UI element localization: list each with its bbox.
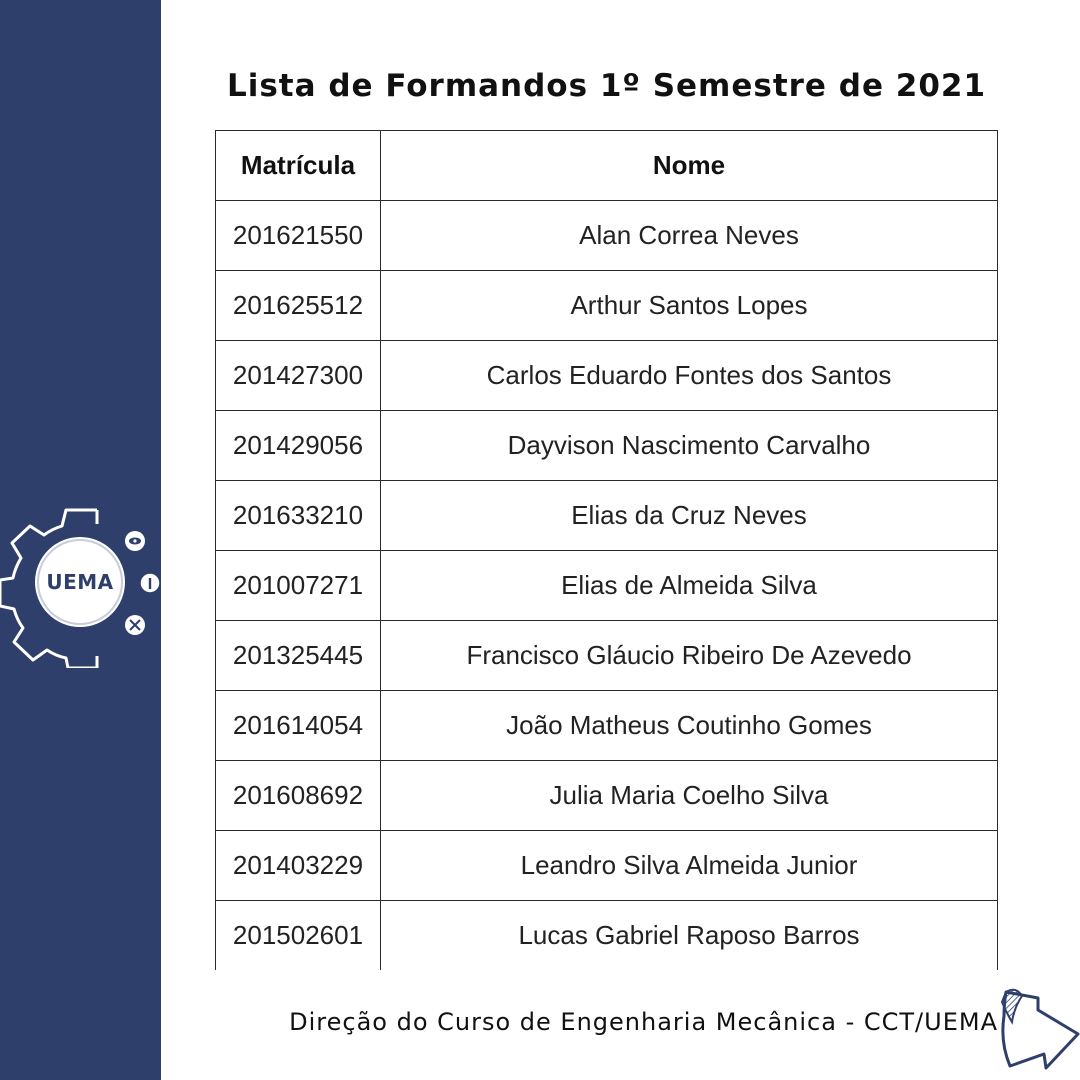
table-row: [216, 481, 998, 551]
graduates-table-container: [215, 130, 998, 970]
table-row: [216, 901, 998, 971]
table-row: [216, 201, 998, 271]
cell-nome: Julia Maria Coelho Silva: [381, 761, 998, 831]
cell-matricula: 201403229: [216, 831, 381, 901]
page-title: Lista de Formandos 1º Semestre de 2021: [226, 68, 987, 104]
eye-icon: [125, 531, 145, 551]
cell-nome: Leandro Silva Almeida Junior: [381, 831, 998, 901]
arrow-right-icon[interactable]: [998, 982, 1080, 1080]
cell-nome: Lucas Gabriel Raposo Barros: [381, 901, 998, 971]
cell-nome: Dayvison Nascimento Carvalho: [381, 411, 998, 481]
cell-nome: Elias da Cruz Neves: [381, 481, 998, 551]
table-row: [216, 271, 998, 341]
cell-nome: Carlos Eduardo Fontes dos Santos: [381, 341, 998, 411]
table-row: [216, 551, 998, 621]
cell-nome: Alan Correa Neves: [381, 201, 998, 271]
table-row: [216, 831, 998, 901]
table-row: [216, 341, 998, 411]
table-row: [216, 621, 998, 691]
table-row: [216, 411, 998, 481]
tools-icon: [125, 615, 145, 635]
cell-matricula: 201614054: [216, 691, 381, 761]
cell-nome: Arthur Santos Lopes: [381, 271, 998, 341]
cell-nome: Francisco Gláucio Ribeiro De Azevedo: [381, 621, 998, 691]
cell-matricula: 201427300: [216, 341, 381, 411]
cell-matricula: 201502601: [216, 901, 381, 971]
cell-matricula: 201429056: [216, 411, 381, 481]
cell-nome: João Matheus Coutinho Gomes: [381, 691, 998, 761]
cell-matricula: 201325445: [216, 621, 381, 691]
cell-matricula: 201633210: [216, 481, 381, 551]
cell-matricula: 201007271: [216, 551, 381, 621]
cell-matricula: 201608692: [216, 761, 381, 831]
cell-matricula: 201625512: [216, 271, 381, 341]
table-row: [216, 761, 998, 831]
cell-nome: Elias de Almeida Silva: [381, 551, 998, 621]
logo-text: UEMA: [46, 570, 114, 594]
cell-matricula: 201621550: [216, 201, 381, 271]
footer-text: Direção do Curso de Engenharia Mecânica - CCT/UEMA: [289, 1008, 998, 1036]
graduates-table: [215, 130, 998, 970]
header-nome: Nome: [381, 131, 998, 201]
info-icon: [140, 573, 160, 593]
table-header-row: [216, 131, 998, 201]
table-row: [216, 691, 998, 761]
header-matricula: Matrícula: [216, 131, 381, 201]
